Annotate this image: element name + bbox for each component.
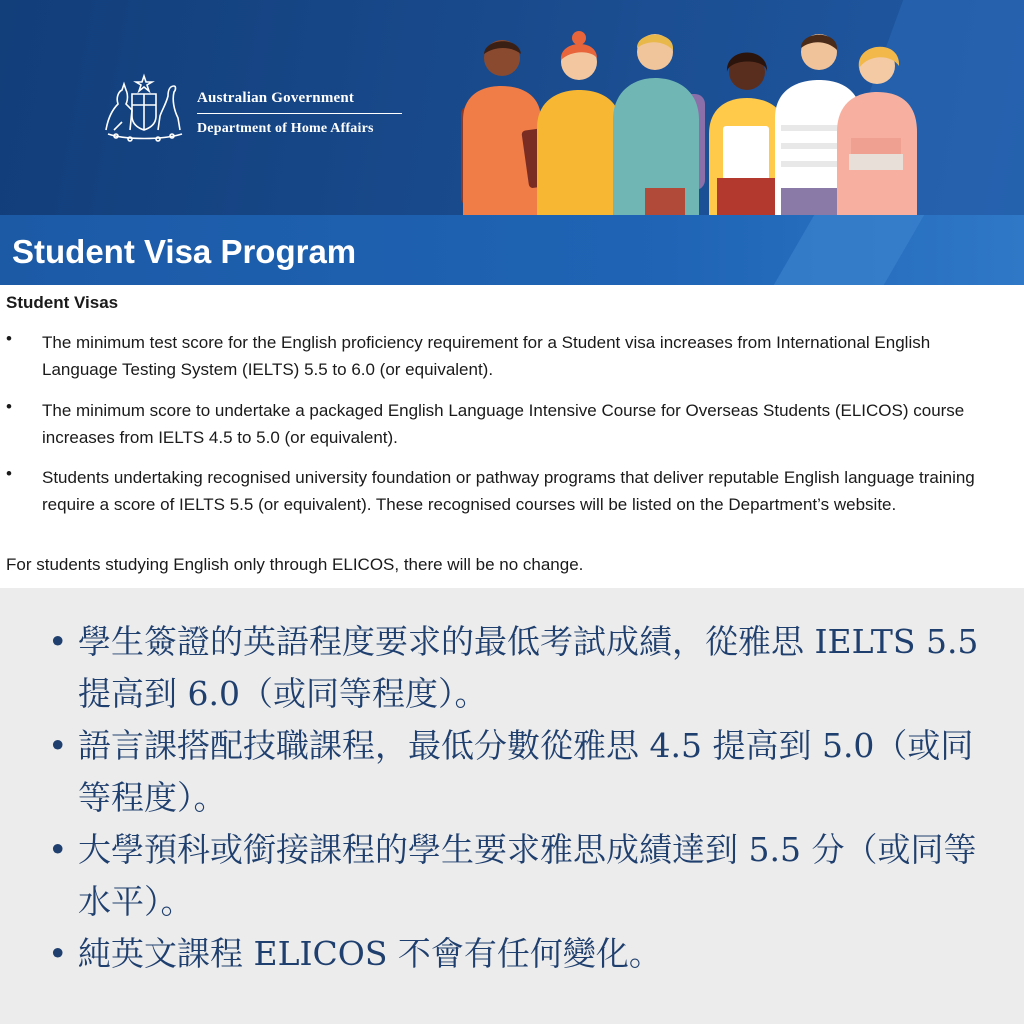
gov-line1: Australian Government [197,90,355,106]
document-body [0,285,1024,588]
bullet-icon: • [48,726,68,765]
section-footer: For students studying English only through ELICOS, there will be no change. [6,555,584,574]
summary-item-text: 學生簽證的英語程度要求的最低考試成績，從雅思 IELTS 5.5 提高到 6.0（或同等程度）。 [78,622,979,713]
title-bar [0,215,1024,285]
bullet-icon: • [48,934,68,973]
summary-item-text: 大學預科或銜接課程的學生要求雅思成績達到 5.5 分（或同等水平）。 [78,830,977,921]
student-figure [613,34,705,215]
bullet-icon: • [48,622,68,661]
summary-item [48,720,998,824]
summary-item [48,928,998,980]
header-banner [0,0,1024,215]
student-figure [537,31,621,215]
summary-item-text: 語言課搭配技職課程，最低分數從雅思 4.5 提高到 5.0（或同等程度）。 [78,726,974,817]
bullet-icon: • [6,397,12,416]
bullet-icon: • [6,464,12,483]
summary-item-text: 純英文課程 ELICOS 不會有任何變化。 [78,934,662,973]
government-wordmark [197,90,402,137]
list-item-text: Students undertaking recognised university foundation or pathway programs that deliver reputable English language training require a score of IELTS 5.5 (or equivalent). These recognised courses will be listed on the Department’s website. [42,468,975,514]
student-figure [837,47,917,215]
summary-item [48,616,998,720]
students-illustration [455,28,925,215]
list-item-text: The minimum score to undertake a packaged English Language Intensive Course for Overseas Students (ELICOS) course increases from IELTS 4.5 to 5.0 (or equivalent). [42,401,965,447]
chinese-summary [0,588,1024,1024]
summary-item [48,824,998,928]
list-item-text: The minimum test score for the English proficiency requirement for a Student visa increases from International English Language Testing System (IELTS) 5.5 to 6.0 (or equivalent). [42,333,931,379]
summary-list [48,616,998,980]
gov-line2: Department of Home Affairs [197,121,374,136]
section-heading: Student Visas [6,293,119,312]
coat-of-arms-icon [96,70,192,142]
gov-divider [197,113,402,114]
title-bar-decoration [774,215,924,285]
page-title: Student Visa Program [12,233,357,270]
bullet-icon: • [6,329,12,348]
bullet-icon: • [48,830,68,869]
